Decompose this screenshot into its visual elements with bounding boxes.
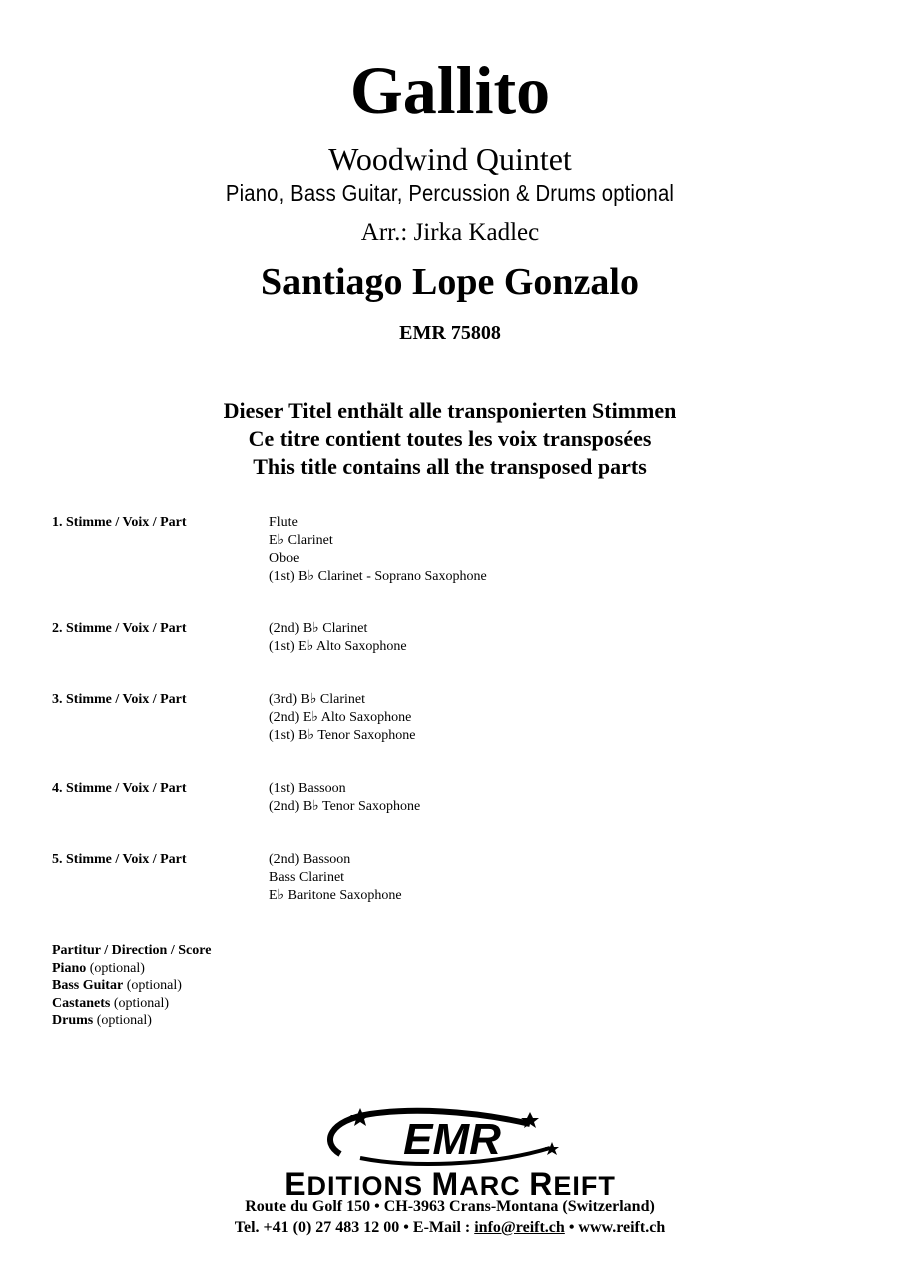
extra-item: Piano (optional) [52,960,145,976]
part-group [52,851,852,905]
extras-list [52,942,211,1030]
part-instruments [269,514,487,586]
publisher-address: Route du Golf 150 • CH-3963 Crans-Montana (Switzerland) [245,1198,655,1215]
part-instruments [269,691,416,745]
part-group [52,691,852,745]
publisher-name: EDITIONS MARC REIFT [284,1166,616,1202]
star-icon [350,1108,370,1126]
part-label: 1. Stimme / Voix / Part [52,515,187,530]
instrument-item: (2nd) B♭ Tenor Saxophone [269,799,421,814]
part-group [52,780,852,816]
logo-text: EMR [403,1115,501,1164]
notice-english: This title contains all the transposed parts [253,454,647,479]
part-instruments [269,851,402,905]
page-title: Gallito [349,52,551,128]
instrument-item: (1st) B♭ Clarinet - Soprano Saxophone [269,569,487,584]
instrument-item: (2nd) E♭ Alto Saxophone [269,710,412,725]
part-group [52,620,852,656]
instrument-item: Oboe [269,551,300,566]
instrument-item: E♭ Clarinet [269,533,333,548]
instrument-item: (2nd) Bassoon [269,852,351,867]
part-label: 4. Stimme / Voix / Part [52,781,187,796]
instrument-item: E♭ Baritone Saxophone [269,888,402,903]
catalog-code: EMR 75808 [399,322,501,344]
part-instruments [269,780,420,816]
instrumentation: Piano, Bass Guitar, Percussion & Drums optional [225,180,675,206]
transposed-notice [0,397,900,481]
notice-german: Dieser Titel enthält alle transponierten Stimmen [223,398,677,423]
star-icon [545,1142,559,1155]
extra-item: Bass Guitar (optional) [52,978,182,993]
instrument-item: Bass Clarinet [269,870,345,885]
part-label: 2. Stimme / Voix / Part [52,621,187,636]
extra-item: Castanets (optional) [52,995,170,1011]
extra-item: Drums (optional) [52,1013,152,1028]
publisher-contact: Tel. +41 (0) 27 483 12 00 • E-Mail : info@reift.ch • www.reift.ch [234,1219,666,1236]
instrument-item: Flute [269,515,298,530]
instrument-item: (3rd) B♭ Clarinet [269,692,366,707]
email-link[interactable]: info@reift.ch [474,1219,565,1236]
instrument-item: (1st) E♭ Alto Saxophone [269,639,407,654]
part-label: 3. Stimme / Voix / Part [52,692,187,707]
instrument-item: (1st) Bassoon [269,781,346,796]
part-label: 5. Stimme / Voix / Part [52,852,187,867]
part-instruments [269,620,407,656]
score-label: Partitur / Direction / Score [52,943,212,958]
part-group [52,514,852,586]
arranger: Arr.: Jirka Kadlec [360,219,540,246]
notice-french: Ce titre contient toutes les voix transposées [248,426,652,451]
subtitle: Woodwind Quintet [328,141,572,177]
composer: Santiago Lope Gonzalo [261,261,639,303]
instrument-item: (1st) B♭ Tenor Saxophone [269,728,416,743]
emr-logo [300,1102,600,1176]
instrument-item: (2nd) B♭ Clarinet [269,621,368,636]
